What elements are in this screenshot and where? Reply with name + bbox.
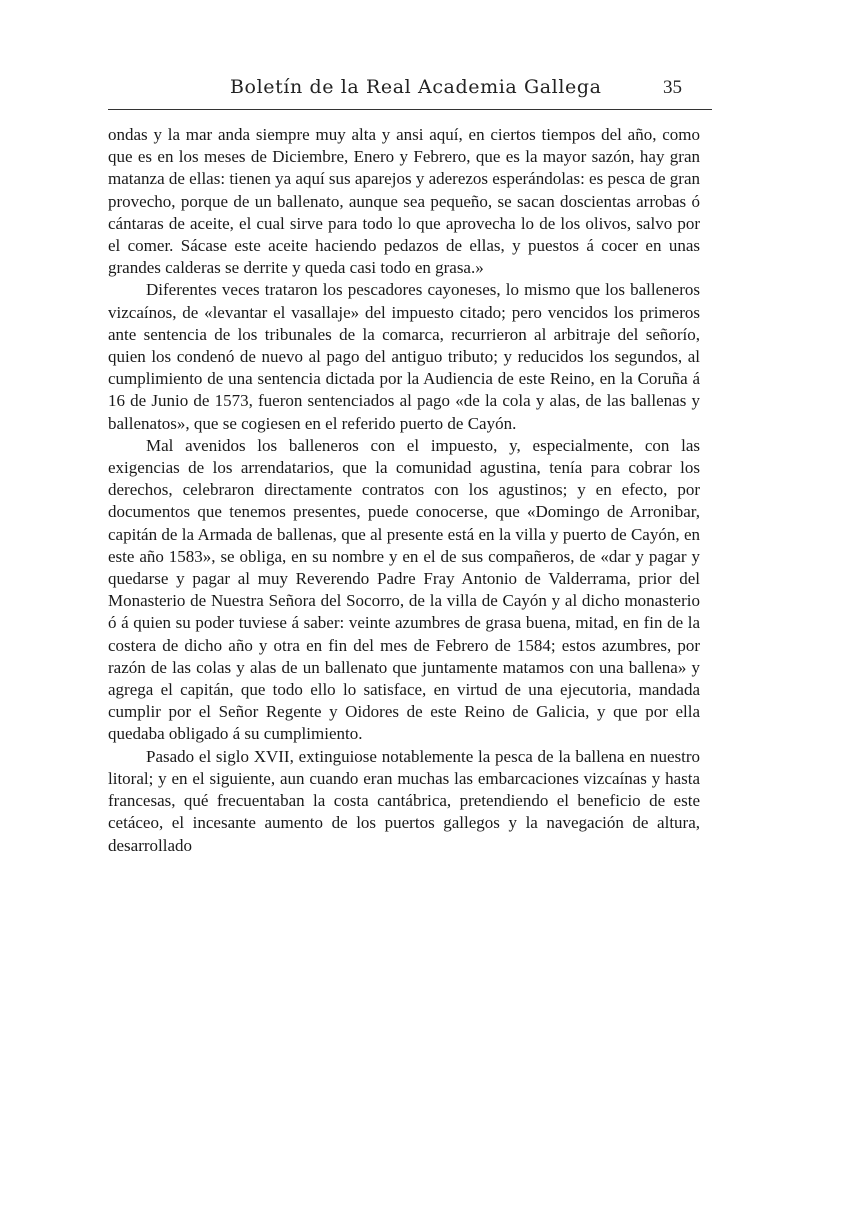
- body-text: [108, 124, 700, 857]
- paragraph-3: Mal avenidos los balleneros con el impuesto, y, especialmente, con las exigencias de los arrendatarios, que la comunidad agustina, tenía para cobrar los derechos, celebraron directamente contratos con los agustinos; y en efecto, por documentos que tenemos presentes, puede conocerse, que «Domingo de Arronibar, capitán de la Armada de ballenas, que al presente está en la villa y puerto de Cayón, en este año 1583», se obliga, en su nombre y en el de sus compañeros, de «dar y pagar y quedarse y pagar al muy Reverendo Padre Fray Antonio de Valderrama, prior del Monasterio de Nuestra Señora del Socorro, de la villa de Cayón y al dicho monasterio ó á quien su poder tuviese á saber: veinte azumbres de grasa buena, mitad, en fin de la costera de dicho año y otra en fin del mes de Febrero de 1584; estos azumbres, por razón de las colas y alas de un ballenato que juntamente matamos con una ballena» y agrega el capitán, que todo ello lo satisface, en virtud de una ejecutoria, mandada cumplir por el Señor Regente y Oidores de este Reino de Galicia, y que por ella quedaba obligado á su cumplimiento.: [108, 435, 700, 744]
- page-header: [108, 74, 712, 108]
- paragraph-4: Pasado el siglo XVII, extinguiose notablemente la pesca de la ballena en nuestro litoral; y en el siguiente, aun cuando eran muchas las embarcaciones vizcaínas y hasta francesas, qué frecuentaban la costa cantábrica, pretendiendo el beneficio de este cetáceo, el incesante aumento de los puertos gallegos y la navegación de altura, desarrollado: [108, 746, 700, 855]
- running-title: Boletín de la Real Academia Gallega: [230, 76, 602, 98]
- page-number: 35: [663, 77, 682, 98]
- paragraph-1: ondas y la mar anda siempre muy alta y ansi aquí, en ciertos tiempos del año, como que es en los meses de Diciembre, Enero y Febrero, que es la mayor sazón, hay gran matanza de ellas: tienen ya aquí sus aparejos y aderezos esperándolas: es pesca de gran provecho, porque de un ballenato, aunque sea pequeño, se sacan doscientas arrobas ó cántaras de aceite, el cual sirve para todo lo que aprovecha lo de los olivos, salvo por el comer. Sácase este aceite haciendo pedazos de ellas, y puestos á cocer en unas grandes calderas se derrite y queda casi todo en grasa.»: [108, 125, 700, 278]
- paragraph-2: Diferentes veces trataron los pescadores cayoneses, lo mismo que los balleneros vizcaínos, de «levantar el vasallaje» del impuesto citado; pero vencidos los primeros ante sentencia de los tribunales de la comarca, recurrieron al arbitraje del señorío, quien los condenó de nuevo al pago del antiguo tributo; y reducidos los segundos, al cumplimiento de una sentencia dictada por la Audiencia de este Reino, en la Coruña á 16 de Junio de 1573, fueron sentenciados al pago «de la cola y alas, de las ballenas y ballenatos», que se cogiesen en el referido puerto de Cayón.: [108, 280, 700, 433]
- header-rule: [108, 109, 712, 110]
